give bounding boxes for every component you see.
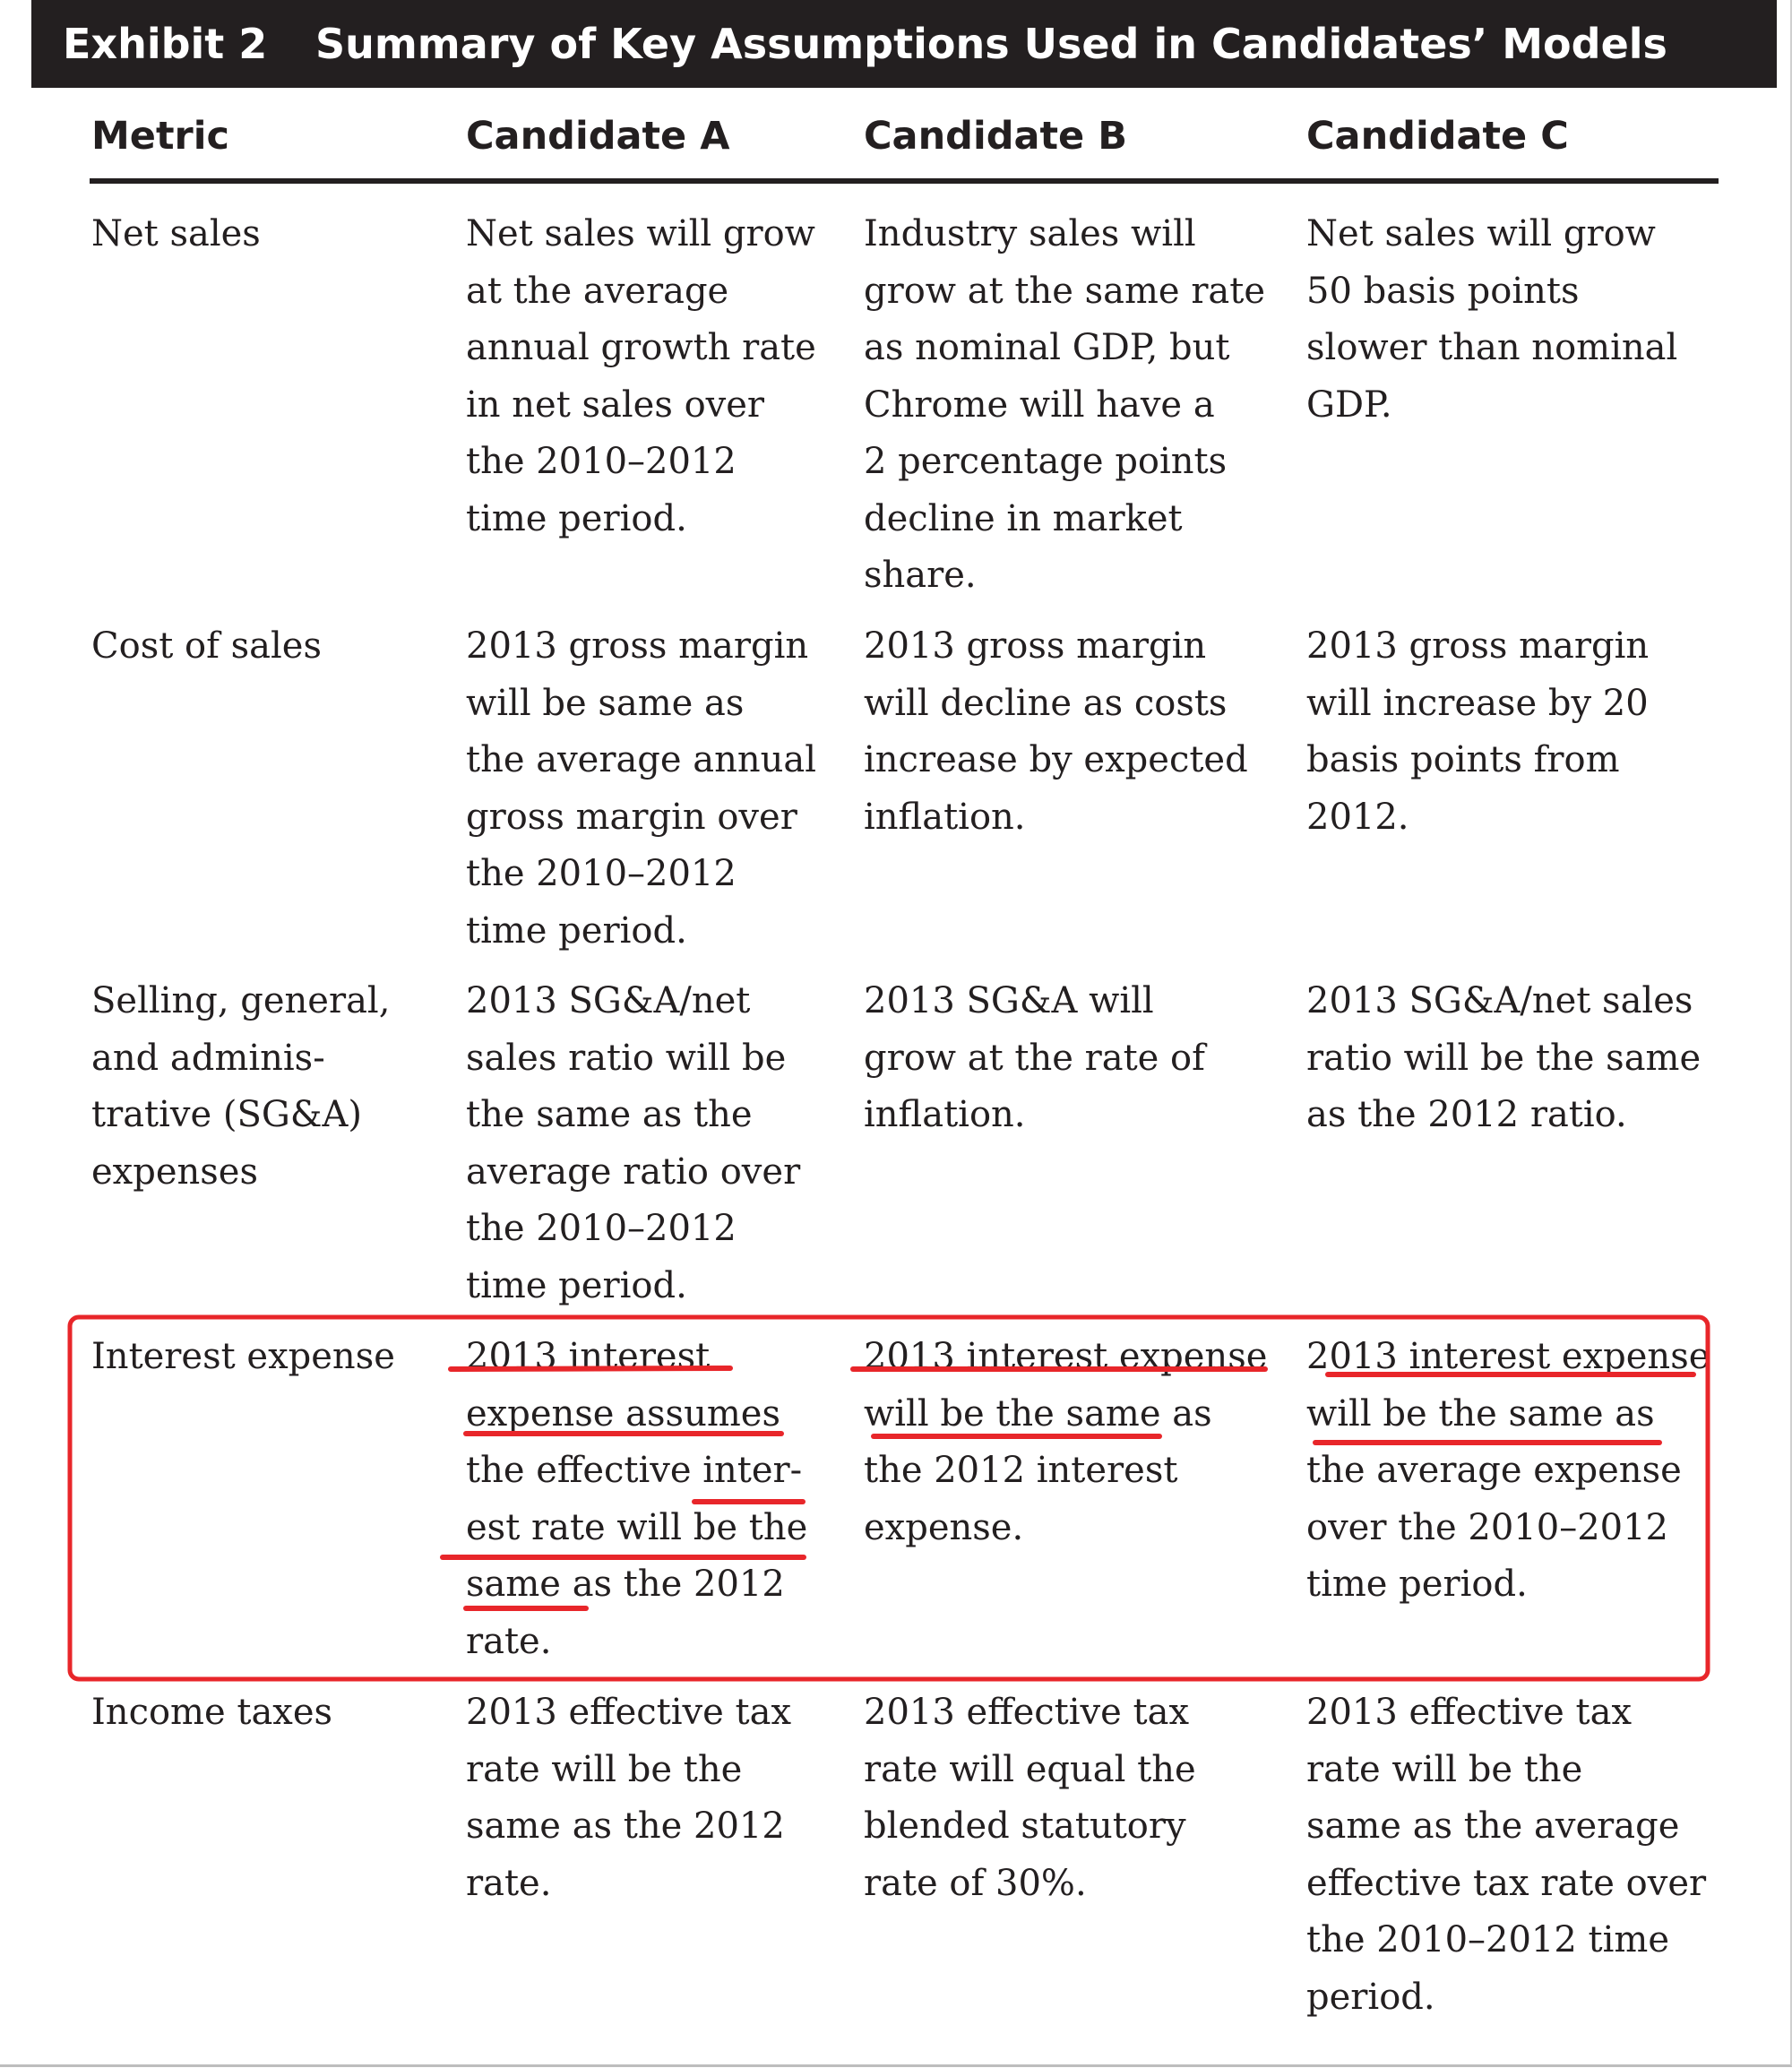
row-interest-expense-candidate-c: 2013 interest expense will be the same as the average expense over the 2010–2012 time period. <box>1306 1336 1710 1605</box>
row-cost-of-sales-metric: Cost of sales <box>91 625 322 667</box>
row-income-taxes-candidate-c: 2013 effective tax rate will be the same as the average effective tax rate over the 2010–2012 time period. <box>1306 1692 1707 2018</box>
exhibit-title: Summary of Key Assumptions Used in Candidates’ Models <box>315 20 1667 68</box>
row-income-taxes-metric: Income taxes <box>91 1692 333 1733</box>
row-cost-of-sales-candidate-b: 2013 gross margin will decline as costs increase by expected inflation. <box>864 625 1248 838</box>
header-candidate-a: Candidate A <box>466 114 730 159</box>
row-net-sales-candidate-c: Net sales will grow 50 basis points slower than nominal GDP. <box>1306 213 1678 426</box>
row-net-sales-candidate-b: Industry sales will grow at the same rate as nominal GDP, but Chrome will have a 2 percentage points decline in market share. <box>864 213 1266 596</box>
row-net-sales-metric: Net sales <box>91 213 261 254</box>
row-sga-candidate-b: 2013 SG&A will grow at the rate of inflation. <box>864 980 1205 1135</box>
header-candidate-b: Candidate B <box>864 114 1127 159</box>
header-metric: Metric <box>91 114 229 159</box>
row-sga-metric: Selling, general, and adminis- trative (SG&A) expenses <box>91 980 391 1193</box>
row-net-sales-candidate-a: Net sales will grow at the average annual growth rate in net sales over the 2010–2012 time period. <box>466 213 816 539</box>
exhibit-label: Exhibit 2 <box>63 20 268 68</box>
header-candidate-c: Candidate C <box>1306 114 1569 159</box>
row-interest-expense-candidate-a: 2013 interest expense assumes the effective inter- est rate will be the same as the 2012 rate. <box>466 1336 808 1662</box>
row-interest-expense-candidate-b: 2013 interest expense will be the same as the 2012 interest expense. <box>864 1336 1268 1548</box>
row-interest-expense-metric: Interest expense <box>91 1336 395 1377</box>
underline-a-1 <box>451 1368 730 1369</box>
row-sga-candidate-c: 2013 SG&A/net sales ratio will be the same as the 2012 ratio. <box>1306 980 1702 1135</box>
row-sga-candidate-a: 2013 SG&A/net sales ratio will be the same as the average ratio over the 2010–2012 time period. <box>466 980 801 1306</box>
row-cost-of-sales-candidate-c: 2013 gross margin will increase by 20 basis points from 2012. <box>1306 625 1650 838</box>
row-cost-of-sales-candidate-a: 2013 gross margin will be same as the average annual gross margin over the 2010–2012 time period. <box>466 625 817 952</box>
row-income-taxes-candidate-b: 2013 effective tax rate will equal the blended statutory rate of 30%. <box>864 1692 1196 1904</box>
row-income-taxes-candidate-a: 2013 effective tax rate will be the same as the 2012 rate. <box>466 1692 792 1904</box>
